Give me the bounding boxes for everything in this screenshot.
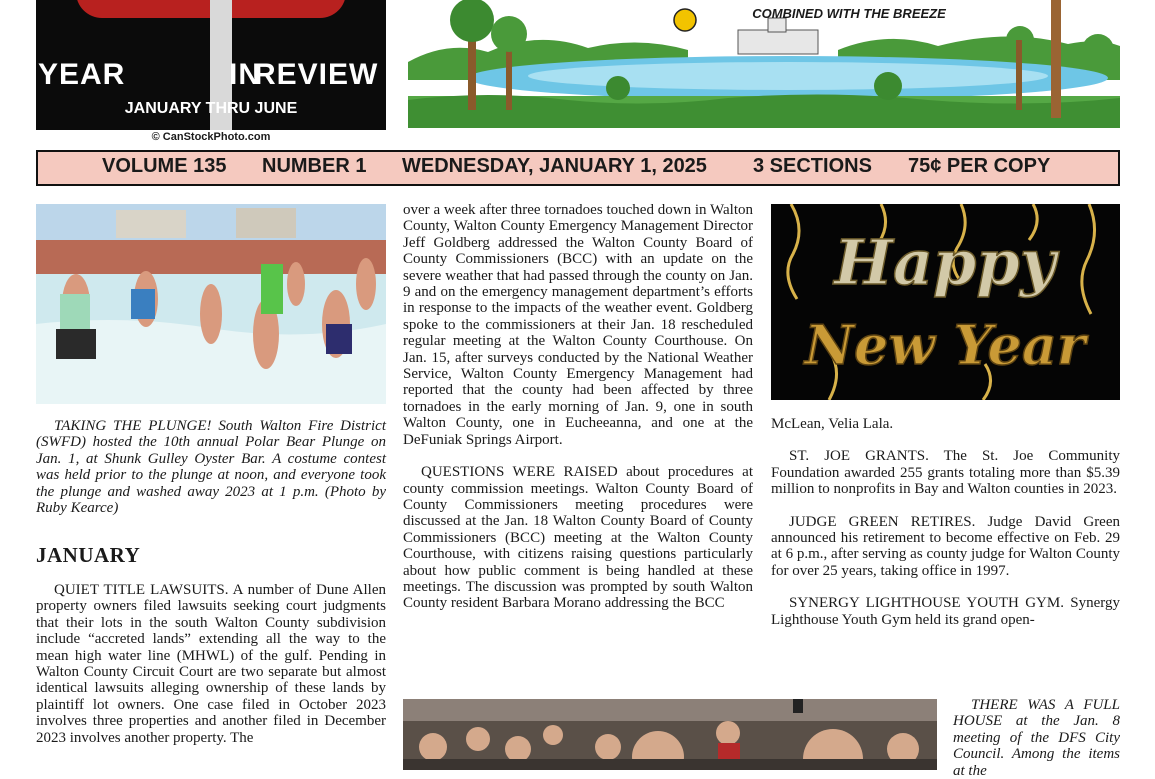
section-heading-january: JANUARY bbox=[36, 543, 141, 567]
issue-date: WEDNESDAY, JANUARY 1, 2025 bbox=[402, 155, 707, 177]
new-year-text: New Year bbox=[804, 313, 1086, 377]
photo-credit: © CanStockPhoto.com bbox=[151, 131, 271, 143]
year-in-review-banner bbox=[36, 0, 386, 130]
date-range: JANUARY THRU JUNE bbox=[124, 100, 298, 117]
council-meeting-photo bbox=[403, 699, 937, 770]
article-tornadoes: over a week after three tornadoes touched down in Walton County, Walton County Emergency Management Director Jeff Goldberg addressed the Walton County Board of County Commissioners (BCC) with an update on the severe weather that had passed through the county on Jan. 9 and on the emergency management department’s efforts in response to the impacts of the weather event. Goldberg spoke to the commissioners at their Jan. 18 rescheduled regular meeting at the Walton County Courthouse. On Jan. 15, after surveys conducted by the National Weather Service, Walton County Emergency Management had reported that the county had been affected by three tornadoes in the early morning of Jan. 9, one in south Walton County, one in Eucheeanna, and one at the DeFuniak Springs Airport. bbox=[403, 202, 753, 448]
column-1-article bbox=[36, 582, 386, 746]
article-judge-green: JUDGE GREEN RETIRES. Judge David Green announced his retirement to become effective on Feb. 29 at 6 p.m., after serving as county judge for Walton County for over 25 years, taking office in 1997. bbox=[771, 513, 1120, 579]
photo-caption-council: THERE WAS A FULL HOUSE at the Jan. 8 meeting of the DFS City Council. Among the items at the bbox=[953, 697, 1120, 779]
polar-plunge-photo bbox=[36, 204, 386, 404]
column-2-article bbox=[403, 202, 753, 612]
happy-new-year-graphic bbox=[771, 204, 1120, 400]
in-word: IN bbox=[229, 58, 261, 91]
happy-text: Happy bbox=[834, 226, 1056, 299]
photo-caption-plunge: TAKING THE PLUNGE! South Walton Fire District (SWFD) hosted the 10th annual Polar Bear Plunge on Jan. 1, at Shunk Gulley Oyster Bar. A costume contest was held prior to the plunge at noon, and everyone took the plunge and washed away 2023 at 1 p.m. (Photo by Ruby Kearce) bbox=[36, 418, 386, 517]
article-synergy-gym: SYNERGY LIGHTHOUSE YOUTH GYM. Synergy Lighthouse Youth Gym held its grand open- bbox=[771, 595, 1120, 628]
article-procedures: QUESTIONS WERE RAISED about procedures at county commission meetings. Walton County Board of County Commissioners meeting procedures were discussed at the Jan. 18 Walton County Board of County Commissioners (BCC) meeting at the Walton County Courthouse, with citizens raising questions particularly about how public comment is being handled at these meetings. The discussion was prompted by south Walton County resident Barbara Morano addressing the BCC bbox=[403, 464, 753, 612]
section-count: 3 SECTIONS bbox=[753, 155, 872, 177]
article-quiet-title: QUIET TITLE LAWSUITS. A number of Dune Allen property owners filed lawsuits seeking court judgments that their lots in the south Walton County subdivision include “accreted lands” extending all the way to the mean high water line (MHWL) of the gulf. Pending in Walton County Circuit Court are two separate but almost identical lawsuits alleging ownership of these lands by plaintiff lot owners. One case filed in October 2023 involves three properties and another filed in December 2023 involves another property. The bbox=[36, 582, 386, 746]
article-st-joe-grants: ST. JOE GRANTS. The St. Joe Community Foundation awarded 255 grants totaling more than $5.39 million to nonprofits in Bay and Walton counties in 2023. bbox=[771, 448, 1120, 498]
volume-bar bbox=[36, 150, 1120, 186]
issue-number: NUMBER 1 bbox=[262, 155, 367, 177]
price: 75¢ PER COPY bbox=[908, 155, 1051, 177]
volume-number: VOLUME 135 bbox=[102, 155, 227, 177]
article-continued-names: McLean, Velia Lala. bbox=[771, 416, 894, 432]
combined-with-breeze: COMBINED WITH THE BREEZE bbox=[752, 6, 946, 21]
column-3-articles bbox=[771, 416, 1120, 628]
review-word: REVIEW bbox=[254, 58, 379, 91]
year-word: YEAR bbox=[38, 58, 126, 91]
